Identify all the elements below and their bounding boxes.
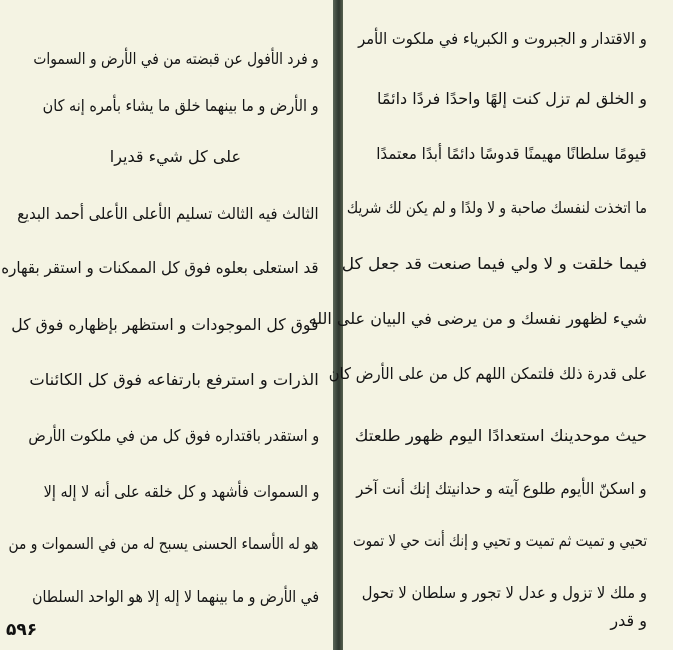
right-line-11: و ملك لا تزول و عدل لا تجور و سلطان لا تحول bbox=[361, 583, 647, 602]
left-line-10: هو له الأسماء الحسنى يسبح له من في السموات و من bbox=[8, 534, 319, 553]
right-page bbox=[308, 0, 673, 650]
right-line-7: على قدرة ذلك فلتمكن اللهم كل من على الأرض كان bbox=[328, 364, 647, 383]
left-line-5: قد استعلى بعلوه فوق كل الممكنات و استقر بقهاره bbox=[1, 258, 319, 277]
left-line-1: و فرد الأفول عن قبضته من في الأرض و السموات bbox=[33, 49, 319, 68]
right-line-3: قيومًا سلطانًا مهيمنًا قدوسًا دائمًا أبدًا معتمدًا bbox=[376, 144, 647, 163]
right-line-1: و الاقتدار و الجبروت و الكبرياء في ملكوت الأمر bbox=[358, 29, 647, 48]
left-line-11: في الأرض و ما بينهما لا إله إلا هو الواحد السلطان bbox=[31, 587, 319, 606]
left-line-7: الذرات و استرفع بارتفاعه فوق كل الكائنات bbox=[29, 370, 319, 389]
left-line-8: و استقدر باقتداره فوق كل من في ملكوت الأرض bbox=[28, 426, 319, 445]
left-line-4: الثالث فيه الثالث تسليم الأعلى الأعلى أحمد البديع bbox=[17, 204, 319, 223]
right-line-6: شيء لظهور نفسك و من يرضى في البيان على الله bbox=[308, 309, 647, 328]
left-line-3: على كل شيء قديرا bbox=[109, 147, 241, 166]
left-line-9: و السموات فأشهد و كل خلقه على أنه لا إله إلا bbox=[43, 482, 319, 501]
right-line-5: فيما خلقت و لا ولي فيما صنعت قد جعل كل bbox=[341, 254, 647, 273]
right-line-9: و اسكنّ الأيوم طلوع آيته و حدانيتك إنك أنت آخر bbox=[356, 479, 647, 498]
left-line-2: و الأرض و ما بينهما خلق ما يشاء بأمره إنه كان bbox=[43, 96, 319, 115]
right-line-4: ما اتخذت لنفسك صاحبة و لا ولدًا و لم يكن لك شريك bbox=[346, 198, 647, 217]
page-number: ۵۹۶ bbox=[6, 620, 38, 640]
right-line-12: و قدر bbox=[610, 611, 647, 630]
left-page bbox=[0, 0, 333, 650]
right-line-8: حيث موحدينك استعدادًا اليوم ظهور طلعتك bbox=[354, 426, 647, 445]
right-line-2: و الخلق لم تزل كنت إلهًا واحدًا فردًا دائمًا bbox=[377, 89, 647, 108]
right-line-10: تحيي و تميت ثم تميت و تحيي و إنك أنت حي لا تموت bbox=[352, 531, 647, 550]
left-line-6: فوق كل الموجودات و استظهر بإظهاره فوق كل bbox=[11, 315, 319, 334]
